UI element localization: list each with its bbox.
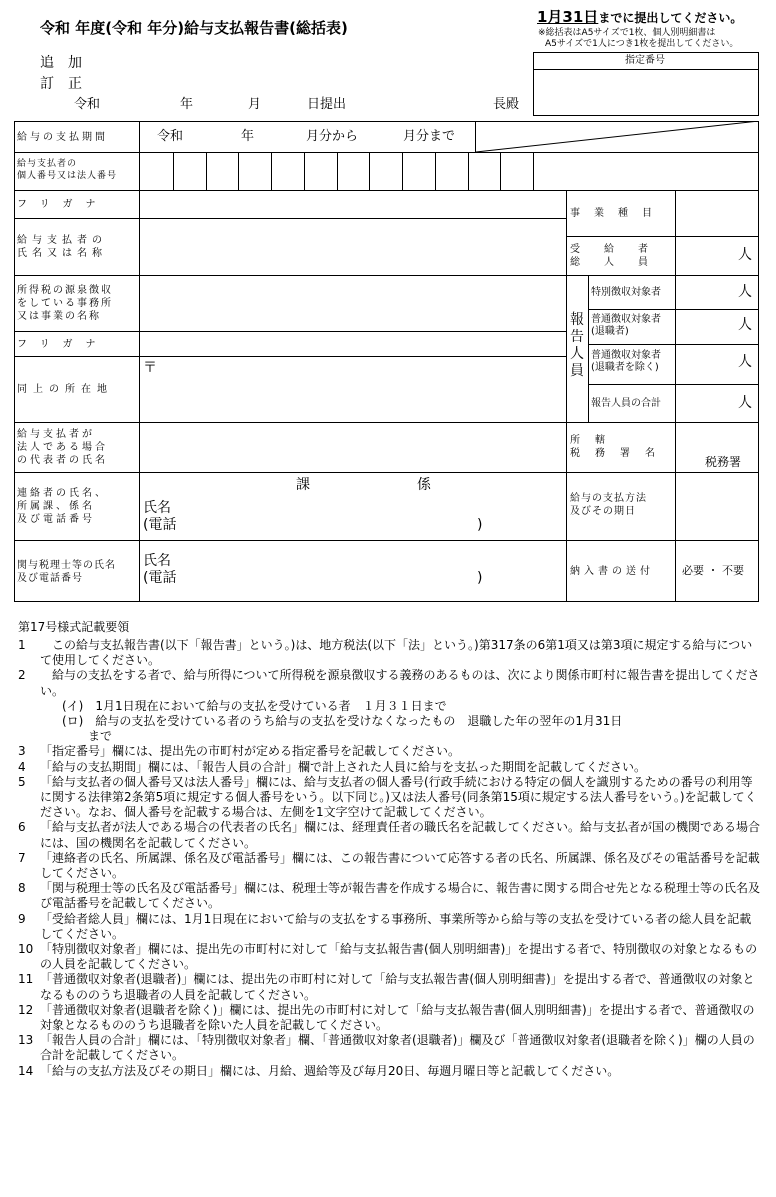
instruction-number: 13 xyxy=(18,1033,34,1048)
instruction-text: 「給与の支払期間」欄には、「報告人員の合計」欄で計上された人員に給与を支払った期間を記載してください。 xyxy=(40,759,647,774)
instruction-number: 4 xyxy=(18,759,26,774)
reported-persons-label: 報告人員 xyxy=(570,312,584,379)
payer-name-label: 給与支払者の 氏名又は名称 xyxy=(17,235,107,259)
payment-method-label: 給与の支払方法 及びその期日 xyxy=(570,493,647,517)
instruction-number: 11 xyxy=(18,972,34,987)
pay-period-from: 月分から xyxy=(306,129,359,144)
pay-period-label: 給与の支払期間 xyxy=(17,132,108,143)
instruction-number: 7 xyxy=(18,850,26,865)
instruction-item xyxy=(18,912,763,942)
instruction-text: (イ) 1月1日現在において給与の支払を受けている者 １月３１日まで xyxy=(62,698,447,713)
submit-month: 月 xyxy=(248,97,262,112)
correct-label: 訂 正 xyxy=(40,76,82,92)
instruction-item xyxy=(18,881,763,911)
instruction-text: 「指定番号」欄には、提出先の市町村が定める指定番号を記載してください。 xyxy=(40,744,461,759)
ordinary-retired-unit: 人 xyxy=(738,317,752,333)
instruction-text: 給与の支払をする者で、給与所得について所得税を源泉徴収する義務のあるものは、次により関係市町村に報告書を提出してください。 xyxy=(40,668,760,698)
payer-number-cell[interactable] xyxy=(140,153,173,190)
instruction-item xyxy=(18,699,763,714)
instruction-number: 3 xyxy=(18,744,26,759)
instruction-text: 「給与の支払方法及びその期日」欄には、月給、週給等及び毎月20日、毎週月曜日等と記載してください。 xyxy=(40,1063,620,1078)
contact-subsection: 係 xyxy=(417,477,431,493)
payer-number-cell[interactable] xyxy=(337,153,370,190)
payment-slip-label: 納入書の送付 xyxy=(570,566,654,577)
tax-accountant-name: 氏名 xyxy=(143,553,171,569)
instruction-text: 「給与支払者が法人である場合の代表者の氏名」欄には、経理責任者の職氏名を記載してください。給与支払者が国の機関である場合には、国の機関名を記載してください。 xyxy=(40,820,761,850)
instructions-list xyxy=(18,638,763,1079)
instruction-item xyxy=(18,760,763,775)
contact-section: 課 xyxy=(296,477,310,493)
instruction-text: この給与支払報告書(以下「報告書」という。)は、地方税法(以下「法」という。)第317条の6第1項又は第3項に規定する給与について使用してください。 xyxy=(40,638,753,668)
instruction-item xyxy=(18,775,763,821)
total-recipients-label: 受給者 総人員 xyxy=(570,244,672,268)
size-note-2: A5サイズで1人につき1枚を提出してください。 xyxy=(545,39,739,49)
instruction-text: 「給与支払者の個人番号又は法人番号」欄には、給与支払者の個人番号(行政手続における特定の個人を識別するための番号の利用等に関する法律第2条第5項に規定する個人番号をいう。以下同じ。)又は法人番号(同条第15項に規定する法人番号をいう。)を記載してください。なお、個人番号を記載する場合は、左側を1文字空けて記載してください。 xyxy=(40,774,757,820)
tax-accountant-label: 関与税理士等の氏名 及び電話番号 xyxy=(17,560,116,584)
submit-era: 令和 xyxy=(74,97,101,112)
instruction-item xyxy=(18,1003,763,1033)
instruction-item xyxy=(18,744,763,759)
tax-office-suffix: 税務署 xyxy=(705,455,742,469)
instruction-item xyxy=(18,1064,763,1079)
special-collection-label: 特別徴収対象者 xyxy=(591,287,661,298)
instruction-text: 「普通徴収対象者(退職者)」欄には、提出先の市町村に対して「給与支払報告書(個人別明細書)」を提出する者で、普通徴収の対象となるもののうち退職者の人員を記載してください。 xyxy=(40,972,755,1002)
instruction-number: 9 xyxy=(18,911,26,926)
payer-number-label: 給与支払者の 個人番号又は法人番号 xyxy=(17,159,118,181)
report-total-label: 報告人員の合計 xyxy=(591,398,661,409)
instruction-item xyxy=(18,729,763,744)
furigana-label-1: フリガナ xyxy=(17,199,109,210)
deadline-text: までに提出してください。 xyxy=(598,11,743,25)
representative-label: 給与支払者が 法人である場合 の代表者の氏名 xyxy=(17,429,108,466)
instructions-heading: 第17号様式記載要領 xyxy=(18,620,130,634)
pay-period-era: 令和 xyxy=(157,129,184,144)
payer-number-cell[interactable] xyxy=(402,153,435,190)
tax-office-label: 所轄 税務署名 xyxy=(570,435,670,459)
address-label: 同上の所在地 xyxy=(17,384,113,395)
payer-number-cell[interactable] xyxy=(435,153,468,190)
report-total-unit: 人 xyxy=(738,395,752,411)
instruction-text: 「報告人員の合計」欄には、「特別徴収対象者」欄、「普通徴収対象者(退職者)」欄及び「普通徴収対象者(退職者を除く)」欄の人員の合計を記載してください。 xyxy=(40,1033,755,1063)
instruction-text: 「関与税理士等の氏名及び電話番号」欄には、税理士等が報告書を作成する場合に、報告書に関する問合せ先となる税理士等の氏名及び電話番号を記載してください。 xyxy=(40,881,761,911)
instruction-number: 12 xyxy=(18,1002,34,1017)
add-label: 追 加 xyxy=(40,55,82,71)
office-name-label: 所得税の源泉徴収 をしている事務所 又は事業の名称 xyxy=(17,285,113,322)
pay-period-diagonal xyxy=(476,121,759,152)
ordinary-excl-retired-unit: 人 xyxy=(738,354,752,370)
instruction-number: 5 xyxy=(18,774,26,789)
addressee: 長殿 xyxy=(493,97,520,112)
instruction-number: 8 xyxy=(18,881,26,896)
instruction-number: 10 xyxy=(18,942,34,957)
instruction-text: (ロ) 給与の支払を受けている者のうち給与の支払を受けなくなったもの 退職した年の翌年の1月31日 xyxy=(62,714,623,729)
special-collection-unit: 人 xyxy=(738,284,752,300)
deadline-date: 1月31日 xyxy=(537,8,599,26)
designated-number-label: 指定番号 xyxy=(625,55,665,66)
size-note-1: ※総括表はA5サイズで1枚、個人別明細書は xyxy=(538,28,716,38)
instruction-item xyxy=(18,1033,763,1063)
ordinary-excl-retired-label: 普通徴収対象者 (退職者を除く) xyxy=(591,350,661,373)
instruction-text: 「特別徴収対象者」欄には、提出先の市町村に対して「給与支払報告書(個人別明細書)」を提出する者で、特別徴収の対象となるものの人員を記載してください。 xyxy=(40,942,758,972)
contact-label: 連絡者の氏名、 所属課、係名 及び電話番号 xyxy=(17,488,108,525)
submit-year: 年 xyxy=(180,97,194,112)
form-title: 令和 年度(令和 年分)給与支払報告書(総括表) xyxy=(40,19,348,37)
payer-number-cell[interactable] xyxy=(206,153,239,190)
instruction-number: 1 xyxy=(18,638,26,652)
instruction-item xyxy=(18,942,763,972)
business-type-label: 事業種目 xyxy=(570,208,666,219)
payer-number-cell[interactable] xyxy=(271,153,304,190)
instruction-number: 6 xyxy=(18,820,26,835)
instruction-text: まで xyxy=(88,729,113,744)
instruction-item xyxy=(18,851,763,881)
payment-slip-options[interactable]: 必要 ・ 不要 xyxy=(682,564,744,577)
pay-period-to: 月分まで xyxy=(403,129,456,144)
contact-name: 氏名 xyxy=(143,500,171,516)
instruction-item xyxy=(18,714,763,729)
instruction-number: 2 xyxy=(18,668,26,683)
deadline-notice xyxy=(537,10,742,25)
payer-number-cell[interactable] xyxy=(238,153,271,190)
tax-accountant-phone-close: ) xyxy=(477,570,483,586)
instruction-item xyxy=(18,972,763,1002)
contact-phone: (電話 xyxy=(143,517,177,533)
instruction-item xyxy=(18,638,763,668)
total-recipients-unit: 人 xyxy=(738,247,752,263)
payer-number-cell[interactable] xyxy=(533,153,566,190)
pay-period-year: 年 xyxy=(241,129,255,144)
payer-number-cell[interactable] xyxy=(369,153,402,190)
payer-number-cell[interactable] xyxy=(304,153,337,190)
payer-number-cell[interactable] xyxy=(173,153,206,190)
instruction-item xyxy=(18,820,763,850)
payer-number-cell[interactable] xyxy=(468,153,501,190)
tax-accountant-phone: (電話 xyxy=(143,570,177,586)
submit-day: 日提出 xyxy=(307,97,347,112)
instruction-item xyxy=(18,668,763,698)
furigana-label-2: フリガナ xyxy=(17,339,109,350)
instruction-number: 14 xyxy=(18,1063,34,1078)
contact-phone-close: ) xyxy=(477,517,483,533)
postal-mark: 〒 xyxy=(143,360,157,376)
instruction-text: 「普通徴収対象者(退職者を除く)」欄には、提出先の市町村に対して「給与支払報告書(個人別明細書)」を提出する者で、普通徴収の対象となるもののうち退職者を除いた人員を記載してください。 xyxy=(40,1002,755,1033)
instruction-text: 「連絡者の氏名、所属課、係名及び電話番号」欄には、この報告書について応答する者の氏名、所属課、係名及びその電話番号を記載してください。 xyxy=(40,850,760,881)
payer-number-cell[interactable] xyxy=(500,153,533,190)
instruction-text: 「受給者総人員」欄には、1月1日現在において給与の支払をする事務所、事業所等から給与等の支払を受けている者の総人員を記載してください。 xyxy=(40,911,752,941)
ordinary-retired-label: 普通徴収対象者 (退職者) xyxy=(591,314,661,337)
